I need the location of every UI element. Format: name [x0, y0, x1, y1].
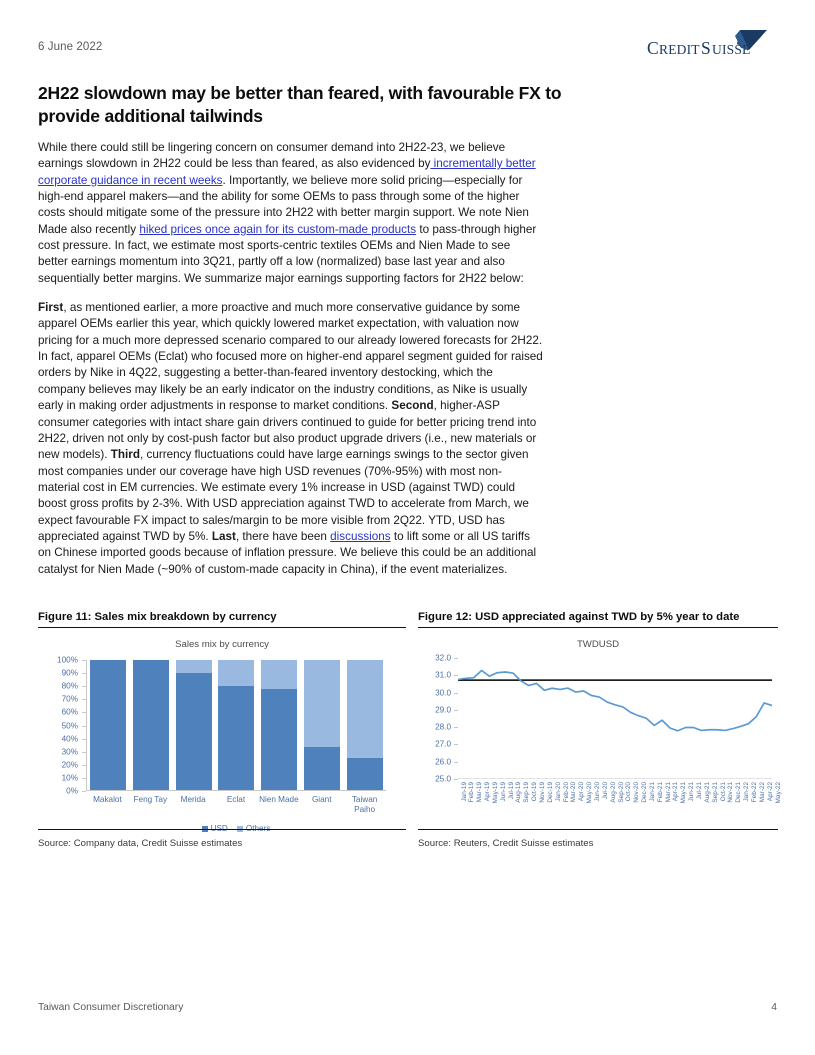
bar-x-tick-label: Eclat — [226, 795, 246, 804]
bar-chart-x-axis — [86, 795, 386, 815]
bar-column — [218, 660, 254, 790]
line-chart — [418, 652, 782, 827]
line-x-tick-label: May-19 — [491, 782, 499, 804]
line-chart-plot — [458, 658, 772, 779]
bar-y-tick-label: 50% — [61, 721, 78, 730]
paragraph-1 — [38, 140, 543, 287]
line-x-tick-label: May-20 — [586, 782, 594, 804]
line-x-tick-label: Jun-21 — [688, 782, 696, 802]
line-y-tick-label: 31.0 — [435, 670, 451, 680]
line-y-tick — [454, 762, 458, 763]
bar-column — [304, 660, 340, 790]
line-x-tick-label: Aug-20 — [609, 782, 617, 803]
line-y-tick — [454, 658, 458, 659]
bar-y-tick-label: 70% — [61, 694, 78, 704]
article-body — [38, 140, 543, 591]
line-chart-title: TWDUSD — [576, 639, 620, 650]
line-x-tick-label: Nov-19 — [539, 782, 546, 803]
figure-11 — [38, 610, 406, 827]
line-y-tick — [454, 675, 458, 676]
bar-y-tick-label: 40% — [61, 734, 78, 744]
line-x-tick-label: Feb-21 — [656, 782, 664, 803]
line-x-tick-label: Aug-21 — [703, 782, 711, 803]
line-x-tick-label: Jul-20 — [601, 782, 609, 800]
bar-chart-y-axis — [38, 652, 82, 799]
line-y-tick-label: 30.0 — [435, 688, 451, 698]
line-y-tick-label: 32.0 — [435, 653, 451, 663]
line-x-tick-label: Jan-21 — [648, 782, 656, 802]
line-x-tick-label: May-21 — [680, 782, 688, 804]
bar-y-tick — [82, 726, 86, 727]
p2-text-5: to lift some or all US tariffs on Chinese imported goods because of inflation pressure. We believe this could be an additional catalyst for Nien Made (~90% of custom-made capacity in China), if the event materializes. — [38, 529, 537, 576]
bar-chart-title: Sales mix by currency — [175, 639, 269, 650]
figure-12 — [418, 610, 782, 827]
line-x-tick-label: Aug-19 — [515, 782, 523, 803]
line-x-tick-label: Sep-19 — [523, 782, 531, 803]
bar-y-tick-label: 90% — [61, 668, 78, 678]
line-y-tick — [454, 744, 458, 745]
emphasis-last: Last — [211, 529, 236, 543]
line-chart-x-axis — [458, 782, 782, 826]
bar-chart-plot — [86, 660, 386, 791]
bar-segment-usd — [304, 747, 340, 790]
bar-segment-usd — [176, 673, 212, 790]
line-x-tick-label: Jan-22 — [743, 782, 751, 802]
bar-y-tick-label: 60% — [61, 707, 78, 717]
line-chart-y-axis — [418, 652, 454, 783]
bar-chart — [38, 652, 406, 827]
footer-title: Taiwan Consumer Discretionary — [38, 1002, 184, 1013]
line-x-tick-label: Mar-21 — [664, 782, 672, 803]
paragraph-2 — [38, 300, 543, 578]
bar-x-tick-label: Merida — [180, 795, 206, 804]
line-y-tick-label: 25.0 — [435, 774, 451, 784]
figure-12-source: Source: Reuters, Credit Suisse estimates — [418, 838, 594, 849]
figure-12-caption: Figure 12: USD appreciated against TWD by 5% year to date — [418, 610, 778, 628]
bar-y-tick — [82, 699, 86, 700]
p1-text-2: . Importantly, we believe more solid pricing—especially for high-end apparel makers—and the ability for some OEMs to pass through some of the higher costs should mitigate some of the pressure into 2H22 with better margin support. We note Nien Made also recently — [38, 173, 529, 236]
bar-segment-others — [261, 660, 297, 689]
bar-y-tick-label: 20% — [61, 760, 78, 770]
bar-segment-others — [347, 660, 383, 758]
link-better-corporate-guidance[interactable]: incrementally better corporate guidance in recent weeks — [38, 157, 536, 187]
line-x-tick-label: Mar-19 — [476, 782, 484, 803]
line-x-tick-label: Nov-21 — [727, 782, 735, 803]
line-x-tick-label: Oct-20 — [625, 782, 633, 802]
bar-y-tick-label: 0% — [66, 786, 78, 796]
line-y-tick-label: 26.0 — [435, 757, 451, 767]
bar-x-tick-label: Taiwan Paiho — [351, 795, 378, 814]
line-y-tick-label: 29.0 — [435, 705, 451, 715]
line-x-tick-label: Feb-22 — [750, 782, 758, 803]
bar-segment-usd — [347, 758, 383, 791]
line-x-tick-label: Apr-21 — [672, 782, 680, 802]
bar-y-tick — [82, 765, 86, 766]
link-discussions[interactable]: discussions — [330, 529, 391, 543]
line-x-tick-label: Jul-19 — [507, 782, 515, 800]
bar-segment-usd — [218, 686, 254, 790]
bar-y-tick — [82, 778, 86, 779]
line-y-tick-label: 28.0 — [435, 722, 451, 732]
credit-suisse-logo — [645, 28, 777, 68]
line-x-tick-label: Mar-20 — [570, 782, 578, 803]
line-x-tick-label: Dec-21 — [735, 782, 743, 803]
p2-text-4: , there have been — [235, 529, 331, 543]
line-x-tick-label: Oct-19 — [531, 782, 539, 802]
page-title: 2H22 slowdown may be better than feared, with favourable FX to provide additional tailwinds — [38, 83, 562, 126]
emphasis-second: Second — [391, 399, 434, 413]
bar-segment-others — [176, 660, 212, 673]
line-x-tick-label: Jun-19 — [499, 782, 507, 802]
line-x-tick-label: Mar-22 — [758, 782, 766, 803]
line-x-tick-label: Feb-20 — [562, 782, 570, 803]
footer-page-number: 4 — [771, 1002, 777, 1013]
bar-y-tick — [82, 712, 86, 713]
line-x-tick-label: Apr-19 — [484, 782, 492, 802]
svg-text:C: C — [647, 38, 659, 58]
p2-text-3: , currency fluctuations could have large earnings swings to the sector given most companies under our coverage have high USD revenues (70%-95%) with most non-material cost in EM currencies. We estimate every 1% increase in USD (against TWD) could boost gross profits by 2-3%. With USD appreciation against TWD to accelerate from March, we expect favourable FX impact to sales/margin to be more visible from 2Q22. YTD, USD has appreciated against TWD by 5%. — [38, 448, 529, 543]
figure-12-rule — [418, 829, 778, 830]
emphasis-third: Third — [110, 448, 140, 462]
bar-y-tick — [82, 791, 86, 792]
line-x-tick-label: Apr-22 — [766, 782, 774, 802]
bar-y-tick — [82, 686, 86, 687]
bar-column — [90, 660, 126, 790]
p1-text-1: While there could still be lingering concern on consumer demand into 2H22-23, we believe earnings slowdown in 2H22 could be less than feared, as also evidenced by — [38, 141, 506, 171]
p1-text-3: to pass-through higher cost pressure. In fact, we estimate most sports-centric textiles OEMs and Nien Made to see better earnings momentum into 3Q21, partly off a low (normalized) base last year and also sequentially better margins. We summarize major earnings supporting factors for 2H22 below: — [38, 222, 537, 285]
line-x-tick-label: Sep-20 — [617, 782, 625, 803]
bar-y-tick — [82, 660, 86, 661]
line-x-tick-label: May-22 — [774, 782, 782, 804]
bar-segment-others — [304, 660, 340, 747]
publication-date: 6 June 2022 — [38, 41, 103, 53]
bar-column — [176, 660, 212, 790]
bar-y-tick — [82, 739, 86, 740]
bar-x-tick-label: Feng Tay — [133, 795, 168, 804]
line-x-tick-label: Nov-20 — [633, 782, 641, 803]
bar-y-tick-label: 100% — [57, 655, 78, 665]
line-x-tick-label: Jul-21 — [696, 782, 703, 800]
bar-column — [133, 660, 169, 790]
bar-column — [347, 660, 383, 790]
link-hiked-prices[interactable]: hiked prices once again for its custom-made products — [139, 222, 417, 236]
p2-text-2: , higher-ASP consumer categories with intact share gain drivers continued to guide for better pricing trend into 2H22, driven not only by cost-push factor but also product upgrade drivers (i.e., new materials or new models). — [38, 399, 537, 462]
p2-text-1: , as mentioned earlier, a more proactive and much more conservative guidance by some apparel OEMs earlier this year, which quickly lowered market expectation, with valuation now pricing for a much more depressed scenario compared to our already lowered forecasts for 2H22. In fact, apparel OEMs (Eclat) who focused more on higher-end apparel segment guided for raised orders by Nike in 4Q22, suggesting a better-than-feared inventory destocking, which the company believes may likely be an early indicator on the industry conditions, as Nike is usually early in making order adjustments in response to market conditions. — [38, 301, 543, 413]
bar-x-tick-label: Makalot — [93, 795, 122, 804]
line-x-tick-label: Apr-20 — [578, 782, 586, 802]
bar-y-tick — [82, 752, 86, 753]
svg-text:REDIT: REDIT — [659, 42, 700, 57]
line-x-tick-label: Jan-20 — [554, 782, 562, 802]
line-y-tick — [454, 710, 458, 711]
line-x-tick-label: Jan-19 — [460, 782, 468, 802]
line-y-tick-label: 27.0 — [435, 739, 451, 749]
bar-y-tick — [82, 673, 86, 674]
figure-11-caption: Figure 11: Sales mix breakdown by currency — [38, 610, 406, 628]
bar-y-tick-label: 10% — [61, 773, 78, 783]
bar-x-tick-label: Nien Made — [259, 795, 299, 804]
bar-segment-usd — [133, 660, 169, 790]
bar-segment-others — [218, 660, 254, 686]
bar-y-tick-label: 80% — [61, 681, 78, 691]
line-x-tick-label: Dec-20 — [641, 782, 649, 803]
svg-text:UISSE: UISSE — [712, 42, 751, 57]
line-y-tick — [454, 727, 458, 728]
bar-y-tick-label: 30% — [61, 747, 78, 757]
emphasis-first: First — [38, 301, 64, 315]
bar-column — [261, 660, 297, 790]
figure-11-rule — [38, 829, 406, 830]
line-x-tick-label: Oct-21 — [719, 782, 727, 802]
line-x-tick-label: Dec-19 — [546, 782, 554, 803]
line-y-tick — [454, 779, 458, 780]
bar-segment-usd — [90, 660, 126, 790]
figure-11-source: Source: Company data, Credit Suisse estimates — [38, 838, 243, 849]
line-x-tick-label: Jun-20 — [593, 782, 601, 802]
line-x-tick-label: Sep-21 — [711, 782, 719, 803]
line-y-tick — [454, 693, 458, 694]
svg-text:S: S — [701, 38, 711, 58]
line-x-tick-label: Feb-19 — [468, 782, 476, 803]
bar-x-tick-label: Giant — [311, 795, 332, 804]
bar-segment-usd — [261, 689, 297, 790]
